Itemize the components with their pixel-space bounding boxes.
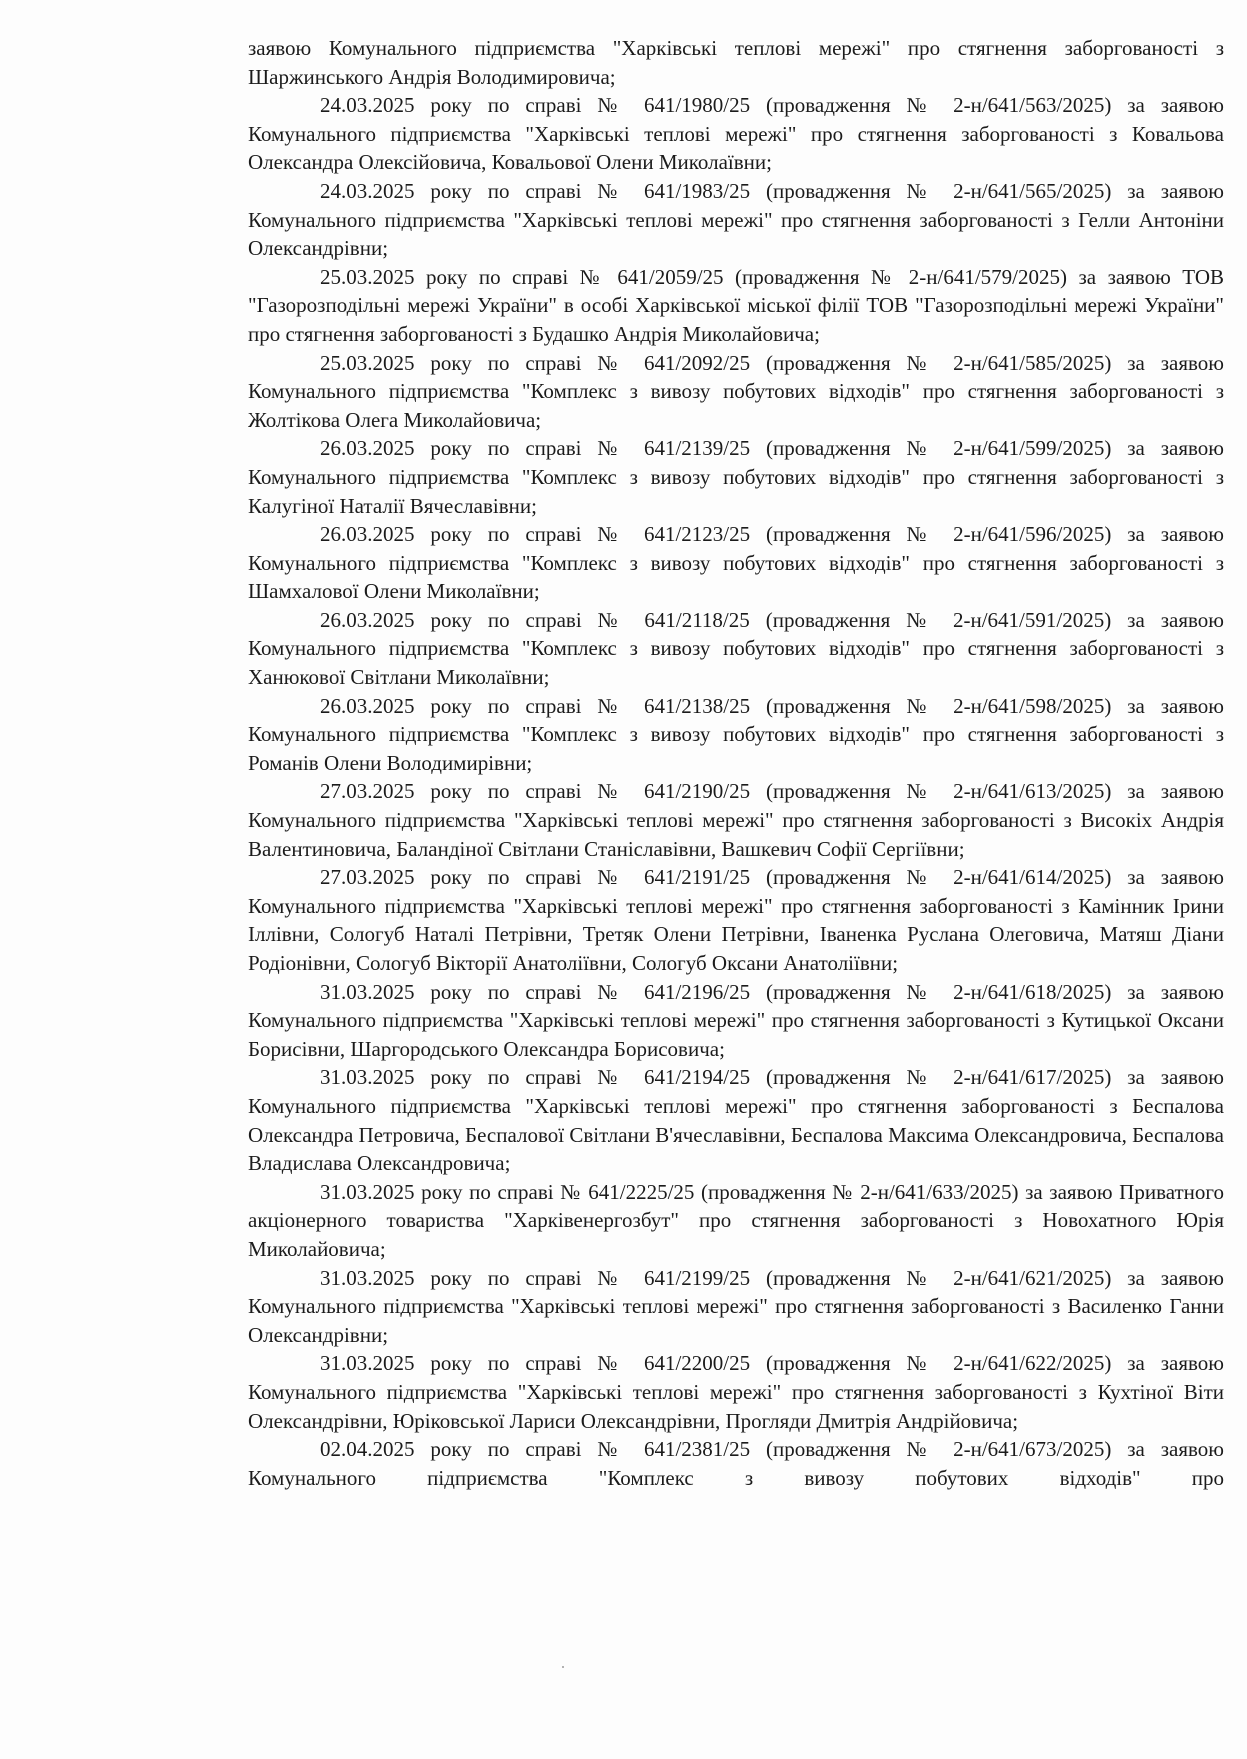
- paragraph: 02.04.2025 року по справі № 641/2381/25 (провадження № 2-н/641/673/2025) за заявою Комунального підприємства "Комплекс з вивозу побутових відходів" про: [248, 1437, 1224, 1490]
- paragraph: 27.03.2025 року по справі № 641/2190/25 (провадження № 2-н/641/613/2025) за заявою Комунального підприємства "Харківські теплові мережі" про стягнення заборгованості з Високіх Андрія Валентиновича, Баландіної Світлани Станіславівни, Вашкевич Софії Сергіївни;: [248, 779, 1224, 861]
- paragraph: 31.03.2025 року по справі № 641/2194/25 (провадження № 2-н/641/617/2025) за заявою Комунального підприємства "Харківські теплові мережі" про стягнення заборгованості з Беспалова Олександра Петровича, Беспалової Світлани В'ячеславівни, Беспалова Максима Олександровича, Беспалова Владислава Олександровича;: [248, 1065, 1224, 1176]
- paragraph: 26.03.2025 року по справі № 641/2118/25 (провадження № 2-н/641/591/2025) за заявою Комунального підприємства "Комплекс з вивозу побутових відходів" про стягнення заборгованості з Ханюкової Світлани Миколаївни;: [248, 607, 1224, 690]
- paragraph: 31.03.2025 року по справі № 641/2200/25 (провадження № 2-н/641/622/2025) за заявою Комунального підприємства "Харківські теплові мережі" про стягнення заборгованості з Кухтіної Віти Олександрівни, Юріковської Лариси Олександрівни, Прогляди Дмитрія Андрійовича;: [248, 1351, 1224, 1433]
- paragraph: 31.03.2025 року по справі № 641/2196/25 (провадження № 2-н/641/618/2025) за заявою Комунального підприємства "Харківські теплові мережі" про стягнення заборгованості з Кутицької Оксани Борисівни, Шаргородського Олександра Борисовича;: [248, 979, 1224, 1061]
- paragraph: 26.03.2025 року по справі № 641/2139/25 (провадження № 2-н/641/599/2025) за заявою Комунального підприємства "Комплекс з вивозу побутових відходів" про стягнення заборгованості з Калугіної Наталії Вячеславівни;: [248, 436, 1224, 518]
- paragraph: 31.03.2025 року по справі № 641/2199/25 (провадження № 2-н/641/621/2025) за заявою Комунального підприємства "Харківські теплові мережі" про стягнення заборгованості з Василенко Ганни Олександрівни;: [248, 1265, 1224, 1347]
- paragraph: 24.03.2025 року по справі № 641/1983/25 (провадження № 2-н/641/565/2025) за заявою Комунального підприємства "Харківські теплові мережі" про стягнення заборгованості з Гелли Антоніни Олександрівни;: [248, 178, 1224, 261]
- paragraph: 25.03.2025 року по справі № 641/2092/25 (провадження № 2-н/641/585/2025) за заявою Комунального підприємства "Комплекс з вивозу побутових відходів" про стягнення заборгованості з Жолтікова Олега Миколайовича;: [248, 350, 1224, 432]
- paragraph: 27.03.2025 року по справі № 641/2191/25 (провадження № 2-н/641/614/2025) за заявою Комунального підприємства "Харківські теплові мережі" про стягнення заборгованості з Камінник Ірини Іллівни, Сологуб Наталі Петрівни, Третяк Олени Петрівни, Іваненка Руслана Олеговича, Матяш Діани Родіонівни, Сологуб Вікторії Анатоліївни, Сологуб Оксани Анатоліївни;: [248, 865, 1224, 975]
- paragraph: 26.03.2025 року по справі № 641/2138/25 (провадження № 2-н/641/598/2025) за заявою Комунального підприємства "Комплекс з вивозу побутових відходів" про стягнення заборгованості з Романів Олени Володимирівни;: [248, 693, 1224, 775]
- scan-speck: [562, 1666, 564, 1668]
- document-body: [248, 34, 1224, 1492]
- paragraph: 26.03.2025 року по справі № 641/2123/25 (провадження № 2-н/641/596/2025) за заявою Комунального підприємства "Комплекс з вивозу побутових відходів" про стягнення заборгованості з Шамхалової Олени Миколаївни;: [248, 522, 1224, 604]
- paragraph: 24.03.2025 року по справі № 641/1980/25 (провадження № 2-н/641/563/2025) за заявою Комунального підприємства "Харківські теплові мережі" про стягнення заборгованості з Ковальова Олександра Олексійовича, Ковальової Олени Миколаївни;: [248, 93, 1224, 175]
- paragraph: 25.03.2025 року по справі № 641/2059/25 (провадження № 2-н/641/579/2025) за заявою ТОВ "Газорозподільні мережі України" в особі Харківської міської філії ТОВ "Газорозподільні мережі України" про стягнення заборгованості з Будашко Андрія Миколайовича;: [248, 264, 1224, 346]
- paragraph: заявою Комунального підприємства "Харківські теплові мережі" про стягнення заборгованості з Шаржинського Андрія Володимировича;: [248, 36, 1224, 89]
- paragraph: 31.03.2025 року по справі № 641/2225/25 (провадження № 2-н/641/633/2025) за заявою Приватного акціонерного товариства "Харківенергозбут" про стягнення заборгованості з Новохатного Юрія Миколайовича;: [248, 1179, 1224, 1261]
